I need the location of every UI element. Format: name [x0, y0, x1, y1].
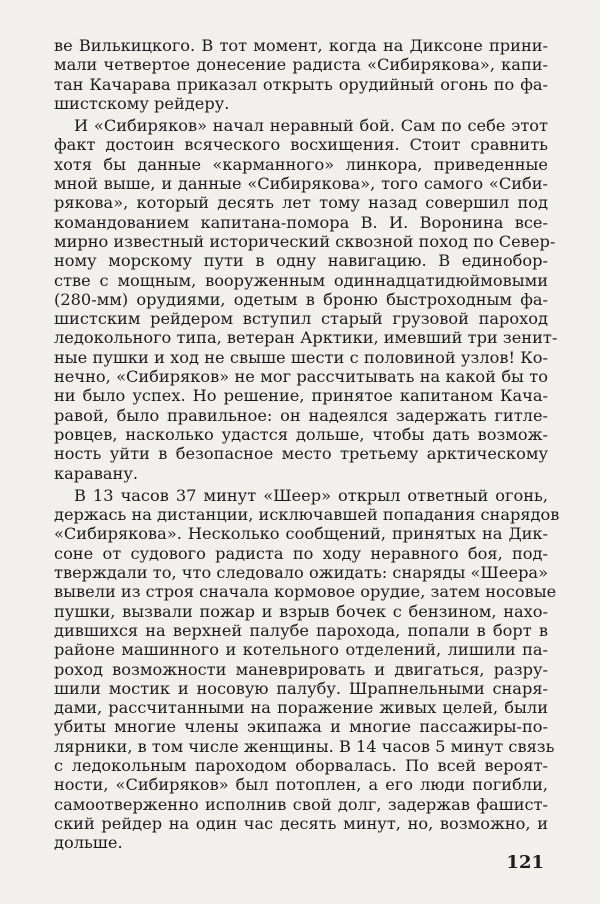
text-line: с ледокольным пароходом оборвалась. По всей вероят- — [54, 755, 548, 775]
text-line: шистским рейдером вступил старый грузовой пароход — [54, 309, 548, 329]
text-line: ледокольного типа, ветеран Арктики, имевший три зенит- — [54, 328, 558, 348]
page-number: 121 — [506, 852, 544, 873]
text-line: равой, было правильное: он надеялся задержать гитле- — [54, 405, 548, 425]
text-line: «Сибирякова». Несколько сообщений, принятых на Дик- — [54, 524, 548, 544]
text-line: ский рейдер на один час десять минут, но, возможно, и — [54, 813, 548, 833]
text-line: (280-мм) орудиями, одетым в броню быстроходным фа- — [54, 289, 548, 309]
text-line: тан Качарава приказал открыть орудийный огонь по фа- — [54, 74, 548, 94]
text-line: каравану. — [54, 463, 139, 483]
text-line: мали четвертое донесение радиста «Сибирякова», капи- — [54, 55, 548, 75]
text-line: ни было успех. Но решение, принятое капитаном Кача- — [54, 386, 548, 406]
text-line: ровцев, насколько удастся дольше, чтобы дать возмож- — [54, 424, 548, 444]
body-text — [54, 36, 560, 855]
text-line: ности, «Сибиряков» был потоплен, а его люди погибли, — [54, 775, 548, 795]
text-line: нечно, «Сибиряков» не мог рассчитывать на какой бы то — [54, 367, 548, 387]
text-line: держась на дистанции, исключавшей попадания снарядов — [54, 505, 560, 525]
text-line: И «Сибиряков» начал неравный бой. Сам по себе этот — [74, 116, 548, 136]
text-line: В 13 часов 37 минут «Шеер» открыл ответный огонь, — [74, 485, 548, 505]
text-line: соне от судового радиста по ходу неравного боя, под- — [54, 543, 548, 563]
text-line: убиты многие члены экипажа и многие пассажиры-по- — [54, 717, 548, 737]
text-line: мной выше, и данные «Сибирякова», того самого «Сиби- — [54, 174, 548, 194]
text-line: ве Вилькицкого. В тот момент, когда на Диксоне прини- — [54, 36, 548, 55]
text-line: рякова», который десять лет тому назад совершил под — [54, 193, 548, 213]
text-line: роход возможности маневрировать и двигаться, разру- — [54, 659, 548, 679]
text-line: дольше. — [54, 833, 123, 853]
text-line: шистскому рейдеру. — [54, 93, 230, 113]
text-line: хотя бы данные «карманного» линкора, приведенные — [54, 154, 548, 174]
text-line: командованием капитана-помора В. И. Воронина все- — [54, 212, 548, 232]
text-line: самоотверженно исполнив свой долг, задержав фашист- — [54, 794, 548, 814]
text-line: пушки, вызвали пожар и взрыв бочек с бензином, нахо- — [54, 601, 548, 621]
text-line: шили мостик и носовую палубу. Шрапнельными снаря- — [54, 678, 548, 698]
text-line: тверждали то, что следовало ожидать: снаряды «Шеера» — [54, 563, 548, 583]
paragraph-3 — [54, 485, 560, 853]
paragraph-1 — [54, 36, 548, 113]
text-line: ность уйти в безопасное место третьему арктическому — [54, 444, 548, 464]
text-line: факт достоин всяческого восхищения. Стоит сравнить — [54, 135, 548, 155]
text-line: дами, рассчитанными на поражение живых целей, были — [54, 698, 548, 718]
text-line: ному морскому пути в одну навигацию. В единобор- — [54, 251, 548, 271]
text-line: дившихся на верхней палубе парохода, попали в борт в — [54, 620, 548, 640]
text-line: мирно известный исторический сквозной поход по Север- — [54, 231, 556, 251]
paragraph-2 — [54, 116, 558, 483]
text-line: вывели из строя сначала кормовое орудие, затем носовые — [54, 582, 557, 602]
text-line: ные пушки и ход не свыше шести с половиной узлов! Ко- — [54, 347, 548, 367]
text-line: районе машинного и котельного отделений, лишили па- — [54, 640, 548, 660]
text-line: стве с мощным, вооруженным одиннадцатидюймовыми — [54, 270, 548, 290]
text-line: лярники, в том числе женщины. В 14 часов 5 минут связь — [54, 736, 555, 756]
